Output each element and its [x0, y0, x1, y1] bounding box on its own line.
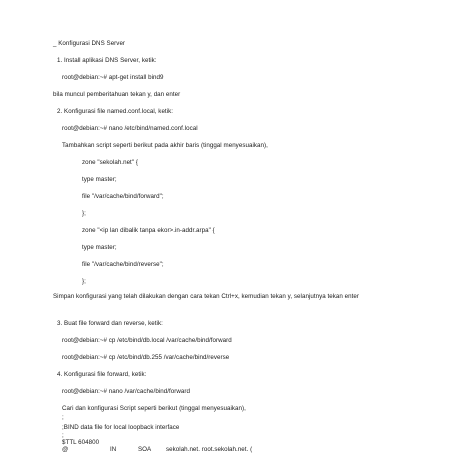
note-text: Tambahkan script seperti berikut pada akhir baris (tinggal menyesuaikan),	[62, 142, 268, 149]
soa-value: sekolah.net. root.sekolah.net. (	[166, 446, 253, 453]
code-line: file "/var/cache/bind/forward";	[82, 193, 164, 200]
soa-at: @	[62, 446, 69, 453]
code-line: type master;	[82, 244, 117, 251]
code-line: };	[82, 278, 86, 285]
code-line: zone "<ip lan dibalik tanpa ekor>.in-addr.arpa" {	[82, 227, 215, 234]
step-1: 1. Install aplikasi DNS Server, ketik:	[57, 57, 157, 64]
code-comment: ;BIND data file for local loopback interface	[62, 424, 180, 431]
doc-title: _ Konfigurasi DNS Server	[53, 40, 126, 47]
step-2: 2. Konfigurasi file named.conf.local, ketik:	[57, 108, 174, 115]
code-line: zone "sekolah.net" {	[82, 159, 138, 166]
step-3: 3. Buat file forward dan reverse, ketik:	[57, 320, 163, 327]
code-line: type master;	[82, 176, 117, 183]
command-line: root@debian:~# cp /etc/bind/db.255 /var/cache/bind/reverse	[62, 354, 230, 361]
code-line: ;	[62, 414, 64, 421]
soa-in: IN	[110, 446, 117, 453]
note-text: Cari dan konfigurasi Script seperti berikut (tinggal menyesuaikan),	[62, 405, 246, 412]
step-4: 4. Konfigurasi file forward, ketik:	[57, 371, 147, 378]
code-line: $TTL 604800	[62, 439, 100, 446]
command-line: root@debian:~# nano /etc/bind/named.conf.local	[62, 125, 198, 132]
command-line: root@debian:~# cp /etc/bind/db.local /var/cache/bind/forward	[62, 337, 232, 344]
code-line: ;	[62, 432, 64, 439]
code-line: file "/var/cache/bind/reverse";	[82, 261, 164, 268]
soa-type: SOA	[138, 446, 152, 453]
command-line: root@debian:~# apt-get install bind9	[62, 74, 164, 81]
note-text: bila muncul pemberitahuan tekan y, dan enter	[53, 91, 181, 98]
command-line: root@debian:~# nano /var/cache/bind/forward	[62, 388, 190, 395]
note-text: Simpan konfigurasi yang telah dilakukan dengan cara tekan Ctrl+x, kemudian tekan y, selanjutnya tekan enter	[53, 293, 360, 300]
code-line: };	[82, 210, 86, 217]
